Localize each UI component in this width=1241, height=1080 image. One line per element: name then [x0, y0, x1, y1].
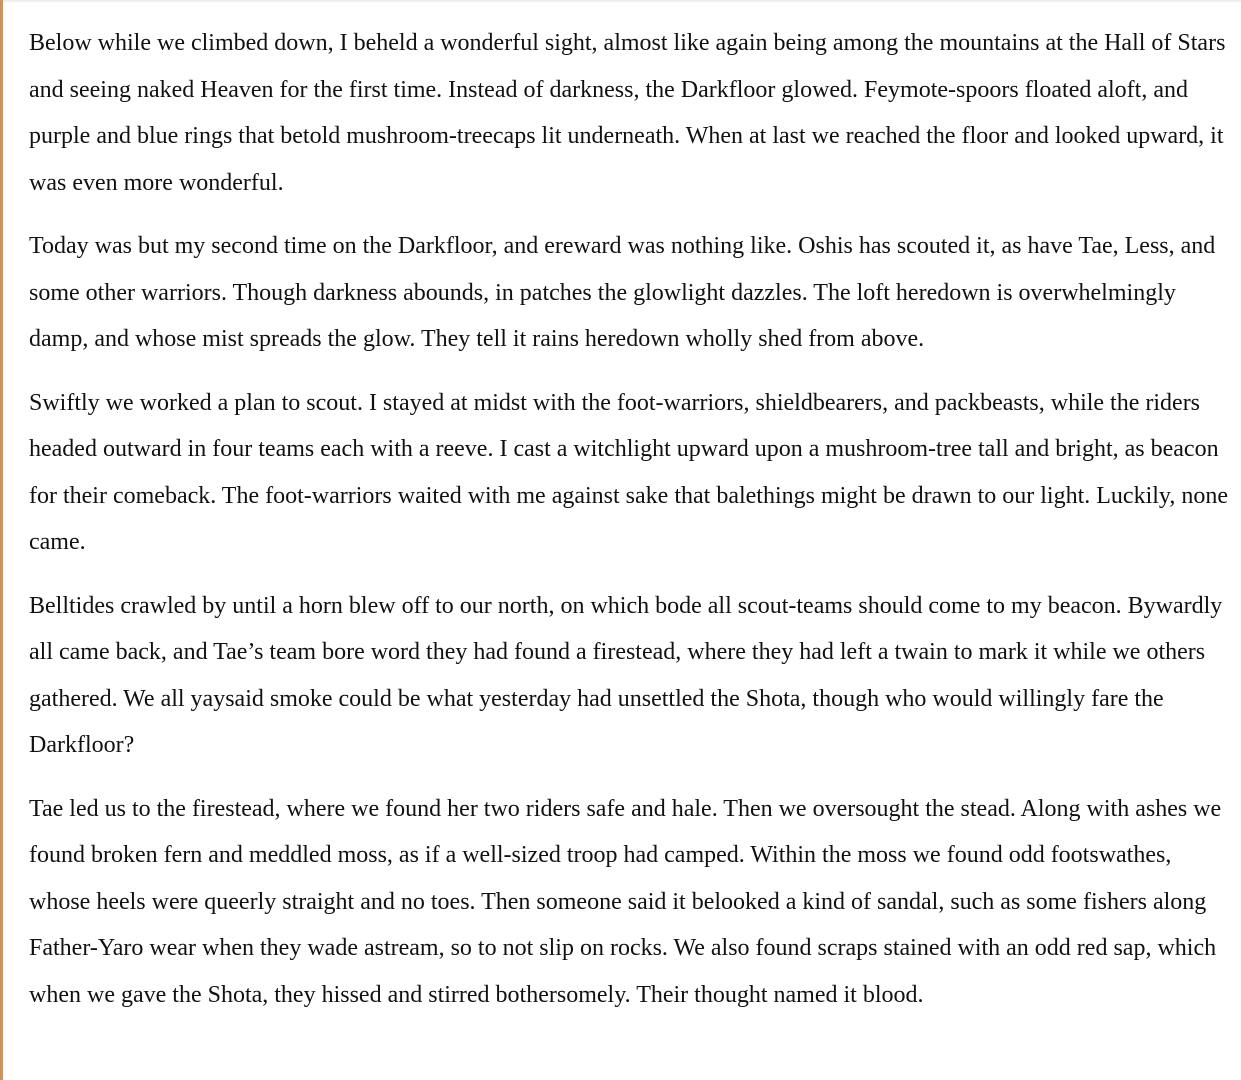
- left-accent-border: [0, 0, 3, 1080]
- paragraph-1: Below while we climbed down, I beheld a wonderful sight, almost like again being among the mountains at the Hall of Stars and seeing naked Heaven for the first time. Instead of darkness, the Darkfloor glowed. Feymote-spoors floated aloft, and purple and blue rings that betold mushroom-treecaps lit underneath. When at last we reached the floor and looked upward, it was even more wonderful.: [29, 30, 1226, 196]
- paragraph-2: Today was but my second time on the Darkfloor, and ereward was nothing like. Oshis has scouted it, as have Tae, Less, and some other warriors. Though darkness abounds, in patches the glowlight dazzles. The loft heredown is overwhelmingly damp, and whose mist spreads the glow. They tell it rains heredown wholly shed from above.: [29, 233, 1216, 352]
- paragraph-4: Belltides crawled by until a horn blew off to our north, on which bode all scout-teams should come to my beacon. Bywardly all came back, and Tae’s team bore word they had found a firestead, where they had left a twain to mark it while we others gathered. We all yaysaid smoke could be what yesterday had unsettled the Shota, though who would willingly fare the Darkfloor?: [29, 592, 1223, 758]
- document-text-body: [29, 20, 1229, 1035]
- paragraph-5: Tae led us to the firestead, where we found her two riders safe and hale. Then we oversought the stead. Along with ashes we found broken fern and meddled moss, as if a well-sized troop had camped. Within the moss we found odd footswathes, whose heels were queerly straight and no toes. Then someone said it belooked a kind of sandal, such as some fishers along Father-Yaro wear when they wade astream, so to not slip on rocks. We also found scraps stained with an odd red sap, which when we gave the Shota, they hissed and stirred bothersomely. Their thought named it blood.: [29, 795, 1222, 1008]
- top-edge-shadow: [3, 0, 1241, 3]
- paragraph-3: Swiftly we worked a plan to scout. I stayed at midst with the foot-warriors, shieldbearers, and packbeasts, while the riders headed outward in four teams each with a reeve. I cast a witchlight upward upon a mushroom-tree tall and bright, as beacon for their comeback. The foot-warriors waited with me against sake that balethings might be drawn to our light. Luckily, none came.: [29, 389, 1229, 555]
